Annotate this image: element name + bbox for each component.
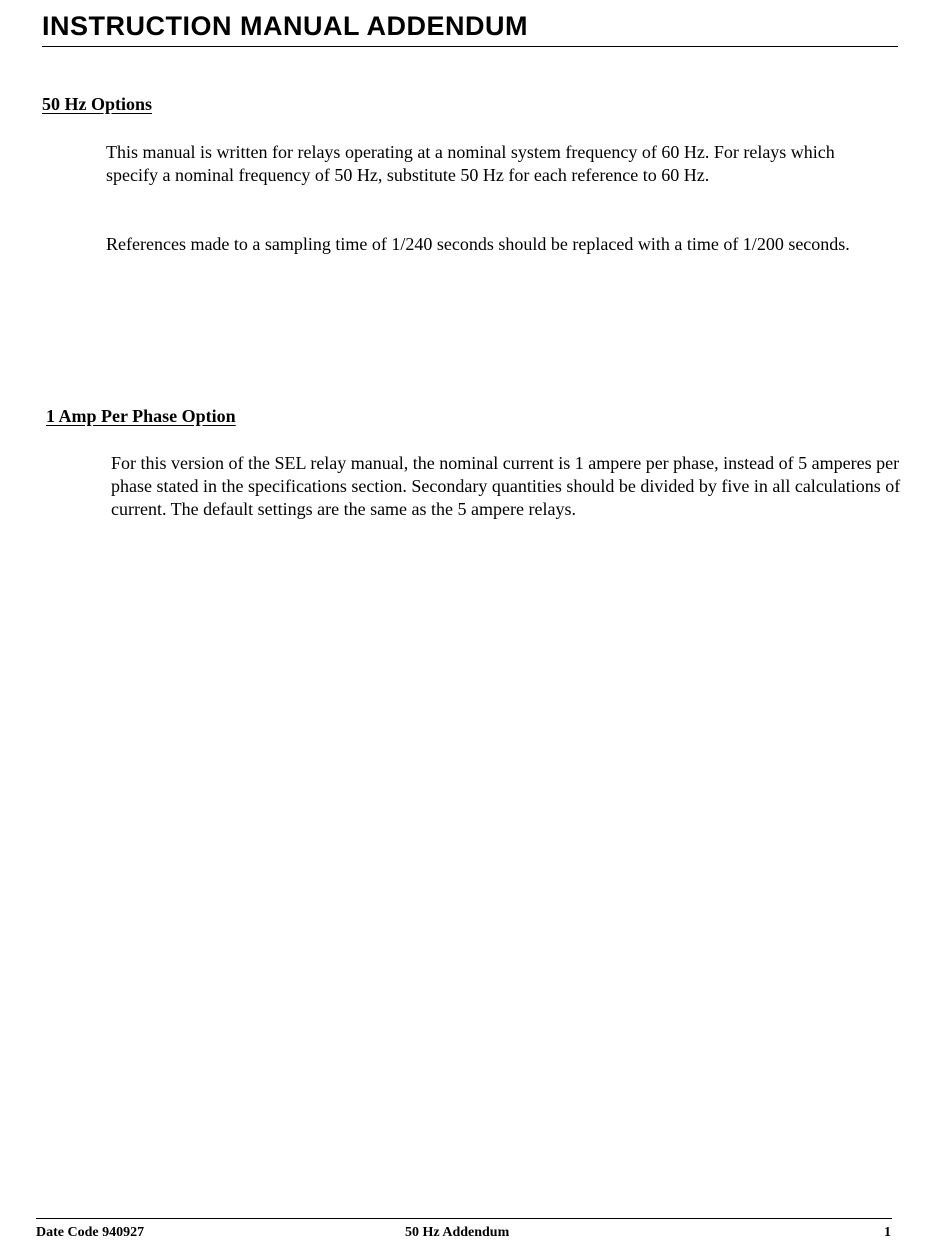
footer-page-number: 1: [884, 1225, 891, 1240]
paragraph-frequency-note: This manual is written for relays operating at a nominal system frequency of 60 Hz. For relays which specify a nominal frequency of 50 Hz, substitute 50 Hz for each reference to 60 Hz.: [106, 142, 835, 185]
footer-document-name: 50 Hz Addendum: [405, 1225, 510, 1240]
section-heading-50hz-options: 50 Hz Options: [42, 94, 153, 114]
paragraph-nominal-current-note: For this version of the SEL relay manual, the nominal current is 1 ampere per phase, instead of 5 amperes per phase stated in the specifications section. Secondary quantities should be divided by five in all calculations of current. The default settings are the same as the 5 ampere relays.: [111, 453, 901, 519]
title-divider: [42, 46, 898, 47]
document-title: INSTRUCTION MANUAL ADDENDUM: [42, 11, 528, 41]
footer-divider: [36, 1218, 892, 1219]
paragraph-sampling-time-note: References made to a sampling time of 1/240 seconds should be replaced with a time of 1/200 seconds.: [106, 234, 850, 254]
footer-date-code: Date Code 940927: [36, 1225, 145, 1240]
section-heading-1-amp-option: 1 Amp Per Phase Option: [46, 406, 236, 426]
